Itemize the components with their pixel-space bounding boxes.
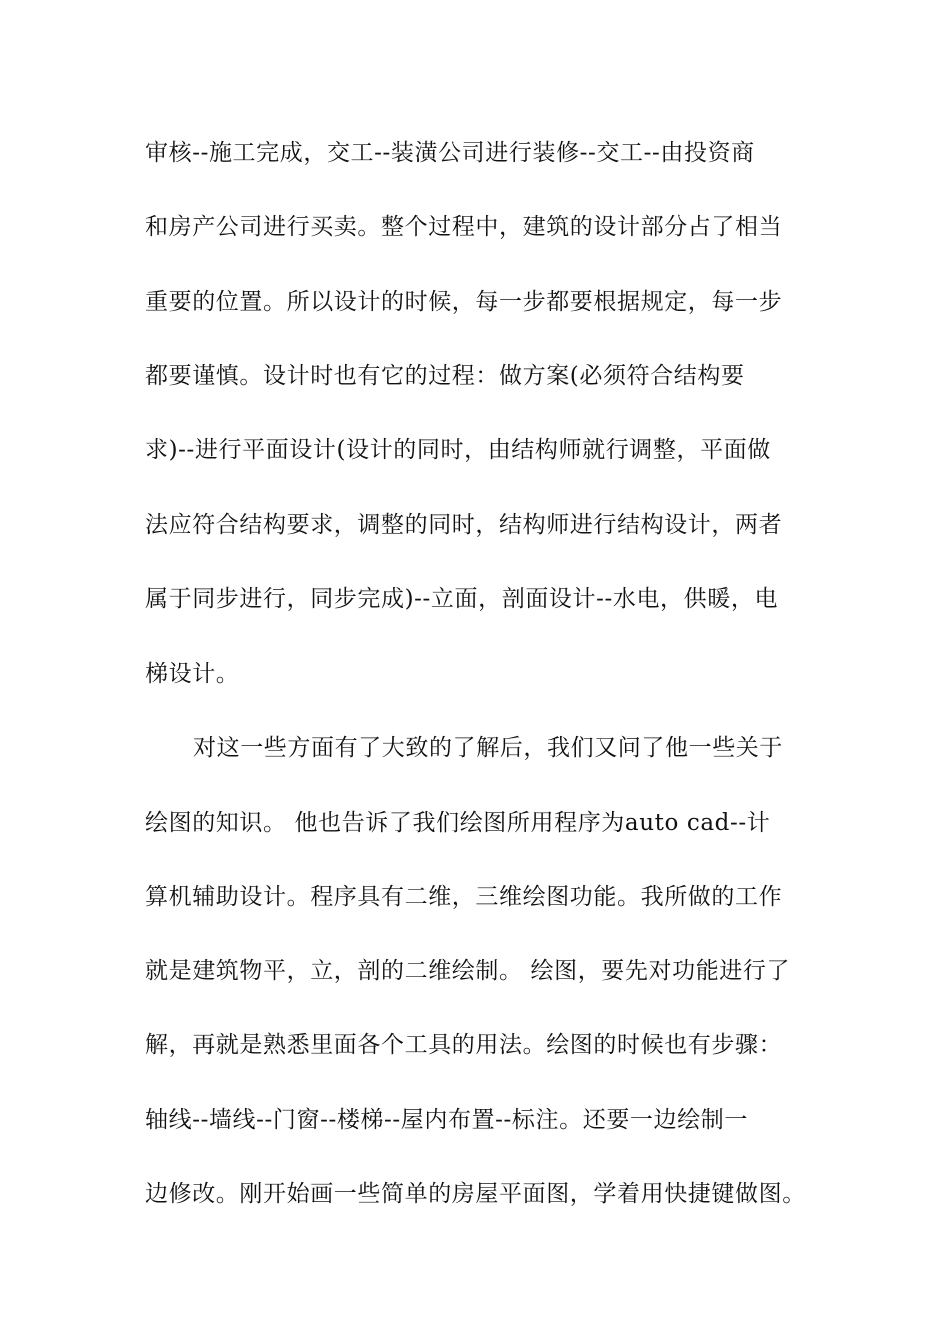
paragraph-2-line-4: 就是建筑物平，立，剖的二维绘制。 绘图，要先对功能进行了 [145,958,791,984]
paragraph-2-line-7: 边修改。刚开始画一些简单的房屋平面图，学着用快捷键做图。 [145,1181,806,1207]
paragraph-2-line-3: 算机辅助设计。程序具有二维，三维绘图功能。我所做的工作 [145,884,783,910]
paragraph-2-line-1: 对这一些方面有了大致的了解后，我们又问了他一些关于 [193,735,783,761]
paragraph-1-line-6: 法应符合结构要求，调整的同时，结构师进行结构设计，两者 [145,512,783,538]
paragraph-1-line-8: 梯设计。 [145,661,240,687]
paragraph-2-line-5: 解，再就是熟悉里面各个工具的用法。绘图的时候也有步骤： [145,1032,783,1058]
paragraph-1-line-4: 都要谨慎。设计时也有它的过程：做方案(必须符合结构要 [145,363,745,389]
paragraph-1-line-2: 和房产公司进行买卖。整个过程中，建筑的设计部分占了相当 [145,214,783,240]
paragraph-1-line-3: 重要的位置。所以设计的时候，每一步都要根据规定，每一步 [145,289,783,315]
paragraph-2-line-2: 绘图的知识。 他也告诉了我们绘图所用程序为auto cad--计 [145,810,771,836]
paragraph-2-line-6: 轴线--墙线--门窗--楼梯--屋内布置--标注。还要一边绘制一 [145,1107,748,1133]
paragraph-1-line-1: 审核--施工完成，交工--装潢公司进行装修--交工--由投资商 [145,140,755,166]
paragraph-1-line-5: 求)--进行平面设计(设计的同时，由结构师就行调整，平面做 [145,437,771,463]
paragraph-1-line-7: 属于同步进行，同步完成)--立面，剖面设计--水电，供暖，电 [145,586,779,612]
